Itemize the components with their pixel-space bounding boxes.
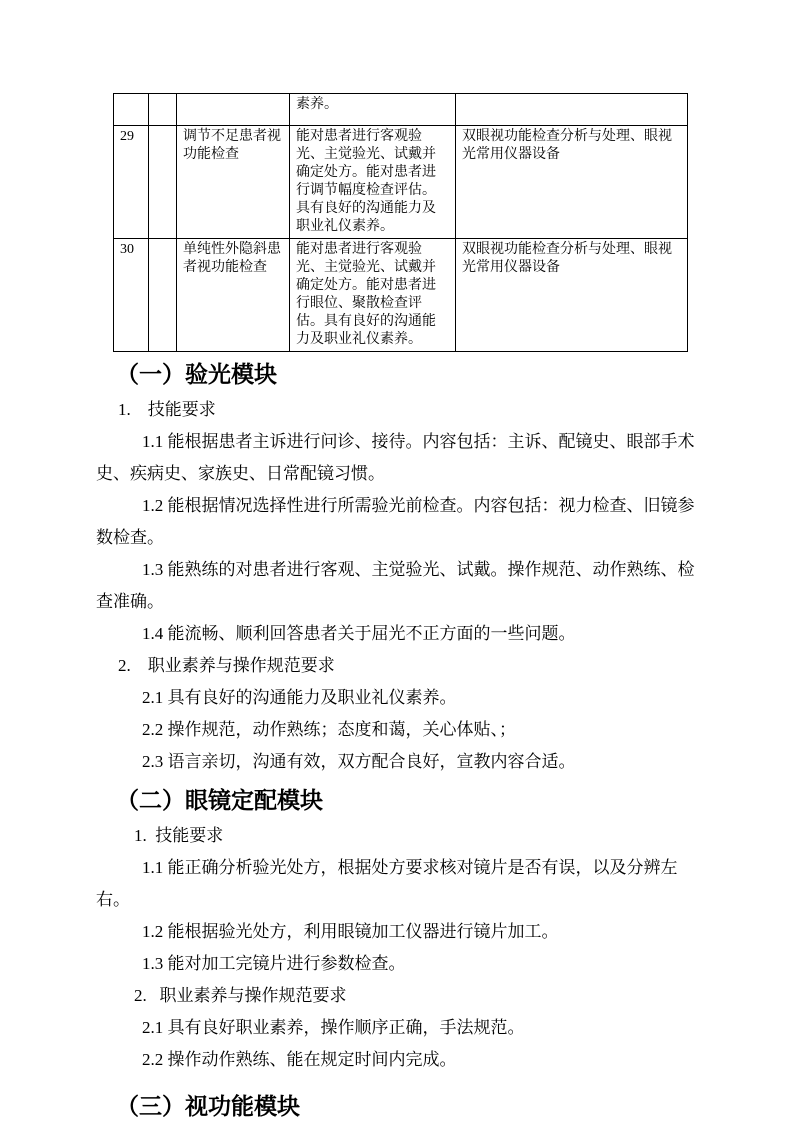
section-heading-visual-function: （三）视功能模块 [116, 1093, 300, 1119]
cell-gap [149, 94, 177, 126]
section-heading-lens-fitting: （二）眼镜定配模块 [116, 787, 323, 813]
paragraph: 1.1 能根据患者主诉进行问诊、接待。内容包括：主诉、配镜史、眼部手术史、疾病史、家族史、日常配镜习惯。 [96, 432, 695, 483]
paragraph: 2.1 具有良好职业素养，操作顺序正确，手法规范。 [142, 1018, 525, 1037]
cell-reference [456, 94, 688, 126]
cell-reference: 双眼视功能检查分析与处理、眼视光常用仪器设备 [456, 126, 688, 239]
table-row-carryover [114, 94, 688, 126]
cell-task: 单纯性外隐斜患者视功能检查 [177, 239, 290, 352]
paragraph: 2.2 操作动作熟练、能在规定时间内完成。 [142, 1050, 457, 1069]
paragraph-skill-requirements-title: 1. 技能要求 [134, 826, 224, 845]
cell-reference: 双眼视功能检查分析与处理、眼视光常用仪器设备 [456, 239, 688, 352]
skills-table [113, 93, 688, 352]
cell-task [177, 94, 290, 126]
cell-requirements: 能对患者进行客观验光、主觉验光、试戴并确定处方。能对患者进行调节幅度检查评估。具有良好的沟通能力及职业礼仪素养。 [290, 126, 456, 239]
paragraph: 1.2 能根据验光处方，利用眼镜加工仪器进行镜片加工。 [142, 922, 559, 941]
paragraph: 1.2 能根据情况选择性进行所需验光前检查。内容包括：视力检查、旧镜参数检查。 [96, 496, 695, 547]
cell-number: 29 [114, 126, 149, 239]
cell-gap [149, 126, 177, 239]
cell-number [114, 94, 149, 126]
paragraph: 2.1 具有良好的沟通能力及职业礼仪素养。 [142, 688, 457, 707]
paragraph: 2.2 操作规范，动作熟练；态度和蔼，关心体贴、； [142, 720, 516, 739]
section-heading-optometry: （一）验光模块 [116, 361, 277, 387]
cell-number: 30 [114, 239, 149, 352]
paragraph: 1.1 能正确分析验光处方，根据处方要求核对镜片是否有误，以及分辨左右。 [96, 858, 678, 909]
cell-requirements: 能对患者进行客观验光、主觉验光、试戴并确定处方。能对患者进行眼位、聚散检查评估。具有良好的沟通能力及职业礼仪素养。 [290, 239, 456, 352]
paragraph: 1.3 能熟练的对患者进行客观、主觉验光、试戴。操作规范、动作熟练、检查准确。 [96, 560, 695, 611]
cell-requirements: 素养。 [290, 94, 456, 126]
cell-task: 调节不足患者视功能检查 [177, 126, 290, 239]
paragraph: 1.3 能对加工完镜片进行参数检查。 [142, 954, 406, 973]
cell-gap [149, 239, 177, 352]
paragraph-skill-requirements-title: 1. 技能要求 [118, 400, 216, 419]
table-row [114, 126, 688, 239]
table-row [114, 239, 688, 352]
paragraph-ethics-title: 2. 职业素养与操作规范要求 [118, 656, 335, 675]
paragraph: 1.4 能流畅、顺利回答患者关于屈光不正方面的一些问题。 [142, 624, 576, 643]
paragraph-ethics-title: 2. 职业素养与操作规范要求 [134, 986, 347, 1005]
paragraph: 2.3 语言亲切，沟通有效，双方配合良好，宣教内容合适。 [142, 752, 576, 771]
